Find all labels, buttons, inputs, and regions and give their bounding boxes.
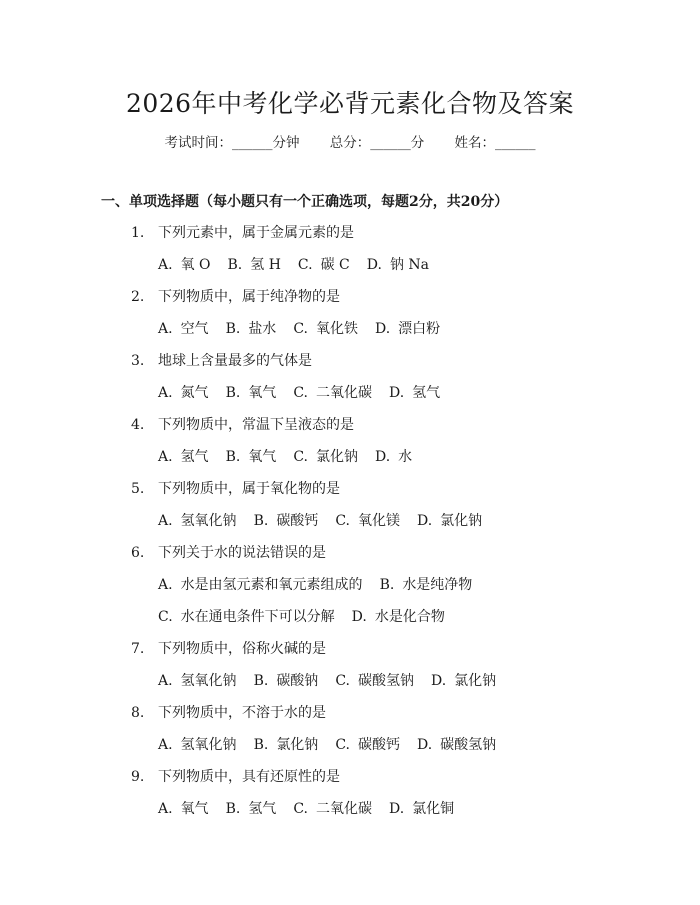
answer-option — [158, 384, 209, 402]
option-text: 氧化镁 — [357, 513, 400, 529]
question-item — [0, 704, 700, 768]
question-number: 8. — [131, 705, 145, 721]
option-text: 氮气 — [180, 385, 209, 401]
answer-option — [293, 384, 372, 402]
question-text: 下列物质中，属于纯净物的是 — [158, 289, 340, 305]
option-letter: A. — [158, 385, 173, 401]
option-text: 氯化钠 — [440, 513, 483, 529]
option-letter: A. — [158, 321, 173, 337]
option-letter: B. — [253, 513, 269, 529]
question-item — [0, 416, 700, 480]
question-stem — [0, 544, 700, 576]
answer-option — [158, 800, 209, 818]
answer-option — [228, 256, 281, 274]
answer-option — [293, 320, 358, 338]
option-text: 氢氧化钠 — [180, 673, 237, 689]
option-text: 氢 H — [250, 257, 281, 273]
question-stem — [0, 640, 700, 672]
option-letter: C. — [293, 449, 308, 465]
option-text: 碳酸钙 — [357, 737, 400, 753]
question-number: 4. — [131, 417, 145, 433]
option-letter: B. — [253, 737, 269, 753]
option-text: 水是化合物 — [374, 609, 445, 625]
question-text: 下列元素中，属于金属元素的是 — [158, 225, 354, 241]
question-stem — [0, 352, 700, 384]
question-text: 下列物质中，属于氧化物的是 — [158, 481, 340, 497]
student-name-field: 姓名：______ — [454, 135, 536, 151]
answer-option — [367, 256, 429, 274]
option-letter: B. — [379, 577, 395, 593]
answer-option — [254, 672, 319, 690]
option-text: 钠 Na — [389, 257, 429, 273]
option-letter: D. — [416, 737, 433, 753]
question-number: 7. — [131, 641, 145, 657]
question-item — [0, 224, 700, 288]
answer-option — [158, 256, 211, 274]
option-letter: C. — [293, 801, 308, 817]
option-text: 水 — [398, 449, 413, 465]
answer-option — [389, 384, 440, 402]
answer-option — [352, 608, 445, 626]
answer-option — [158, 672, 237, 690]
answer-option — [335, 736, 400, 754]
question-text: 下列物质中，不溶于水的是 — [158, 705, 326, 721]
question-number: 3. — [131, 353, 145, 369]
option-text: 盐水 — [248, 321, 277, 337]
answer-option — [298, 256, 350, 274]
option-letter: C. — [335, 737, 350, 753]
option-line — [0, 736, 700, 768]
option-letter: A. — [158, 673, 173, 689]
option-line — [0, 384, 700, 416]
answer-option — [375, 320, 440, 338]
option-text: 碳 C — [320, 257, 350, 273]
option-letter: B. — [253, 673, 269, 689]
option-text: 氢气 — [412, 385, 441, 401]
option-text: 氯化钠 — [454, 673, 497, 689]
option-text: 氯化铜 — [412, 801, 455, 817]
option-text: 氧 O — [180, 257, 211, 273]
option-text: 碳酸钙 — [276, 513, 319, 529]
option-text: 氧气 — [248, 449, 277, 465]
question-item — [0, 544, 700, 640]
option-text: 碳酸氢钠 — [440, 737, 497, 753]
question-item — [0, 352, 700, 416]
question-stem — [0, 224, 700, 256]
answer-option — [389, 800, 454, 818]
option-letter: D. — [374, 321, 391, 337]
question-item — [0, 768, 700, 832]
option-letter: C. — [293, 385, 308, 401]
answer-option — [158, 736, 237, 754]
answer-option — [254, 736, 319, 754]
option-letter: C. — [297, 257, 313, 273]
option-letter: D. — [388, 801, 405, 817]
option-line — [0, 576, 700, 608]
option-text: 空气 — [180, 321, 209, 337]
option-text: 二氧化碳 — [315, 385, 372, 401]
option-letter: B. — [225, 449, 241, 465]
option-text: 碳酸氢钠 — [357, 673, 414, 689]
total-score-field: 总分：______分 — [329, 135, 425, 151]
option-text: 水在通电条件下可以分解 — [180, 609, 335, 625]
question-text: 下列物质中，常温下呈液态的是 — [158, 417, 354, 433]
option-text: 氢氧化钠 — [180, 737, 237, 753]
exam-meta — [0, 131, 700, 151]
question-stem — [0, 704, 700, 736]
option-letter: A. — [158, 257, 173, 273]
option-letter: D. — [430, 673, 447, 689]
option-line — [0, 320, 700, 352]
option-text: 二氧化碳 — [315, 801, 372, 817]
answer-option — [380, 576, 473, 594]
question-stem — [0, 768, 700, 800]
option-letter: D. — [366, 257, 382, 273]
question-stem — [0, 480, 700, 512]
answer-option — [431, 672, 496, 690]
option-letter: D. — [388, 385, 405, 401]
question-number: 5. — [131, 481, 145, 497]
question-item — [0, 480, 700, 544]
option-letter: B. — [225, 385, 241, 401]
option-text: 氯化钠 — [276, 737, 319, 753]
option-letter: C. — [335, 513, 350, 529]
question-number: 6. — [131, 545, 145, 561]
question-stem — [0, 416, 700, 448]
option-text: 氢气 — [180, 449, 209, 465]
answer-option — [158, 320, 209, 338]
option-line — [0, 800, 700, 832]
option-text: 氯化钠 — [315, 449, 358, 465]
option-letter: A. — [158, 513, 173, 529]
answer-option — [158, 576, 363, 594]
option-letter: B. — [225, 321, 241, 337]
question-item — [0, 288, 700, 352]
option-text: 氧气 — [180, 801, 209, 817]
option-line — [0, 448, 700, 480]
answer-option — [226, 800, 277, 818]
answer-option — [158, 448, 209, 466]
answer-option — [226, 320, 277, 338]
option-text: 水是纯净物 — [402, 577, 473, 593]
option-text: 氧气 — [248, 385, 277, 401]
answer-option — [417, 512, 482, 530]
option-letter: C. — [335, 673, 350, 689]
option-letter: A. — [158, 737, 173, 753]
option-letter: D. — [351, 609, 367, 625]
option-text: 漂白粉 — [398, 321, 441, 337]
option-letter: D. — [374, 449, 391, 465]
answer-option — [254, 512, 319, 530]
option-letter: B. — [225, 801, 241, 817]
answer-option — [226, 448, 277, 466]
answer-option — [417, 736, 496, 754]
answer-option — [293, 448, 358, 466]
option-text: 碳酸钠 — [276, 673, 319, 689]
question-number: 2. — [131, 289, 145, 305]
question-number: 1. — [131, 225, 145, 241]
option-letter: B. — [227, 257, 243, 273]
option-letter: A. — [158, 449, 173, 465]
answer-option — [293, 800, 372, 818]
question-text: 下列物质中，俗称火碱的是 — [158, 641, 326, 657]
question-item — [0, 640, 700, 704]
option-line — [0, 672, 700, 704]
option-letter: C. — [293, 321, 308, 337]
answer-option — [375, 448, 412, 466]
answer-option — [158, 512, 237, 530]
section-heading: 一、单项选择题（每小题只有一个正确选项，每题2分，共20分） — [101, 194, 509, 210]
option-text: 水是由氢元素和氧元素组成的 — [180, 577, 363, 593]
option-line — [0, 512, 700, 544]
answer-option — [158, 608, 335, 626]
question-number: 9. — [131, 769, 145, 785]
option-letter: A. — [158, 577, 173, 593]
option-line — [0, 608, 700, 640]
answer-option — [226, 384, 277, 402]
option-letter: C. — [158, 609, 173, 625]
option-letter: D. — [416, 513, 433, 529]
question-stem — [0, 288, 700, 320]
option-text: 氢气 — [248, 801, 277, 817]
question-text: 地球上含量最多的气体是 — [158, 353, 312, 369]
exam-time-field: 考试时间：______分钟 — [164, 135, 300, 151]
option-text: 氢氧化钠 — [180, 513, 237, 529]
question-text: 下列关于水的说法错误的是 — [158, 545, 326, 561]
option-line — [0, 256, 700, 288]
answer-option — [335, 672, 414, 690]
option-text: 氧化铁 — [315, 321, 358, 337]
option-letter: A. — [158, 801, 173, 817]
answer-option — [335, 512, 400, 530]
document-title: 2026年中考化学必背元素化合物及答案 — [125, 89, 575, 118]
question-text: 下列物质中，具有还原性的是 — [158, 769, 340, 785]
question-list — [0, 224, 700, 832]
